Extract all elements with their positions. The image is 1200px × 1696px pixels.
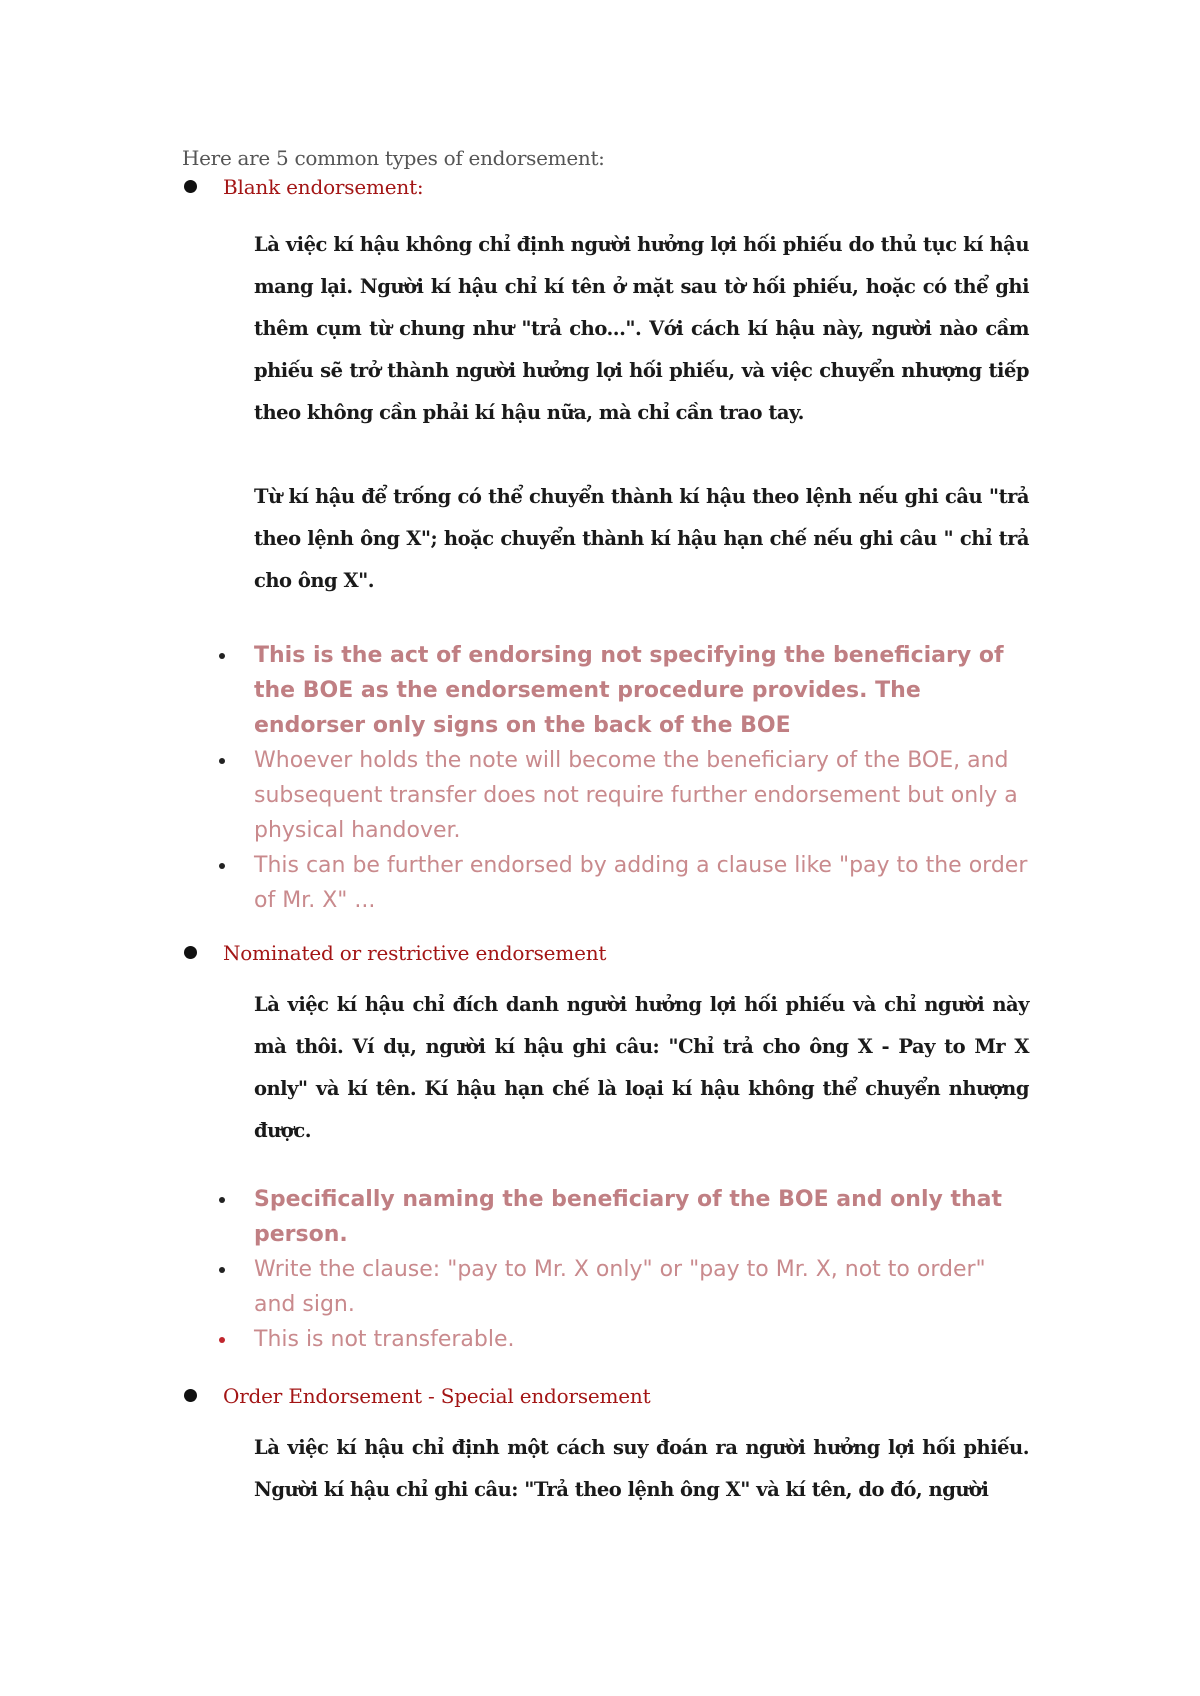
en-points-restrictive xyxy=(254,1182,1034,1357)
en-point xyxy=(254,1182,1034,1252)
section-bullet-icon xyxy=(184,1389,197,1402)
en-point xyxy=(254,638,1034,743)
en-point-text: This is the act of endorsing not specifying the beneficiary of the BOE as the endorsement procedure provides. The endorser only signs on the back of the BOE xyxy=(254,643,1004,738)
bullet-icon xyxy=(219,758,225,764)
section-heading-order: Order Endorsement - Special endorsement xyxy=(223,1384,651,1408)
vn-text-restrictive xyxy=(254,984,1029,1152)
bullet-icon xyxy=(219,1337,225,1343)
bullet-icon xyxy=(219,1197,225,1203)
bullet-icon xyxy=(219,863,225,869)
en-point-text: Specifically naming the beneficiary of the BOE and only that person. xyxy=(254,1187,1003,1247)
bullet-icon xyxy=(219,1267,225,1273)
en-point-text: This can be further endorsed by adding a clause like "pay to the order of Mr. X" ... xyxy=(254,853,1028,913)
en-point xyxy=(254,743,1034,848)
vn-text-order xyxy=(254,1427,1029,1511)
vn-paragraph: Là việc kí hậu chỉ đích danh người hưởng lợi hối phiếu và chỉ người này mà thôi. Ví dụ, người kí hậu ghi câu: "Chỉ trả cho ông X - Pay to Mr X only" và kí tên. Kí hậu hạn chế là loại kí hậu không thể chuyển nhượng được. xyxy=(254,993,1029,1142)
vn-paragraph: Từ kí hậu để trống có thể chuyển thành kí hậu theo lệnh nếu ghi câu "trả theo lệnh ông X"; hoặc chuyển thành kí hậu hạn chế nếu ghi câu " chỉ trả cho ông X". xyxy=(254,485,1029,592)
en-point-text: Write the clause: "pay to Mr. X only" or "pay to Mr. X, not to order" and sign. xyxy=(254,1257,986,1317)
en-point-text: This is not transferable. xyxy=(254,1327,515,1352)
en-point xyxy=(254,1322,1034,1357)
section-heading-blank: Blank endorsement: xyxy=(223,175,424,199)
bullet-icon xyxy=(219,653,225,659)
vn-text-blank xyxy=(254,224,1029,602)
section-bullet-icon xyxy=(184,946,197,959)
vn-paragraph: Là việc kí hậu không chỉ định người hưởng lợi hối phiếu do thủ tục kí hậu mang lại. Người kí hậu chỉ kí tên ở mặt sau tờ hối phiếu, hoặc có thể ghi thêm cụm từ chung như "trả cho...". Với cách kí hậu này, người nào cầm phiếu sẽ trở thành người hưởng lợi hối phiếu, và việc chuyển nhượng tiếp theo không cần phải kí hậu nữa, mà chỉ cần trao tay. xyxy=(254,233,1029,424)
section-heading-restrictive: Nominated or restrictive endorsement xyxy=(223,941,607,965)
en-points-blank xyxy=(254,638,1034,918)
intro-text: Here are 5 common types of endorsement: xyxy=(182,146,605,170)
vn-paragraph: Là việc kí hậu chỉ định một cách suy đoán ra người hưởng lợi hối phiếu. Người kí hậu chỉ ghi câu: "Trả theo lệnh ông X" và kí tên, do đó, người xyxy=(254,1436,1029,1501)
en-point-text: Whoever holds the note will become the beneficiary of the BOE, and subsequent transfer does not require further endorsement but only a physical handover. xyxy=(254,748,1018,843)
en-point xyxy=(254,1252,1034,1322)
en-point xyxy=(254,848,1034,918)
section-bullet-icon xyxy=(184,180,197,193)
